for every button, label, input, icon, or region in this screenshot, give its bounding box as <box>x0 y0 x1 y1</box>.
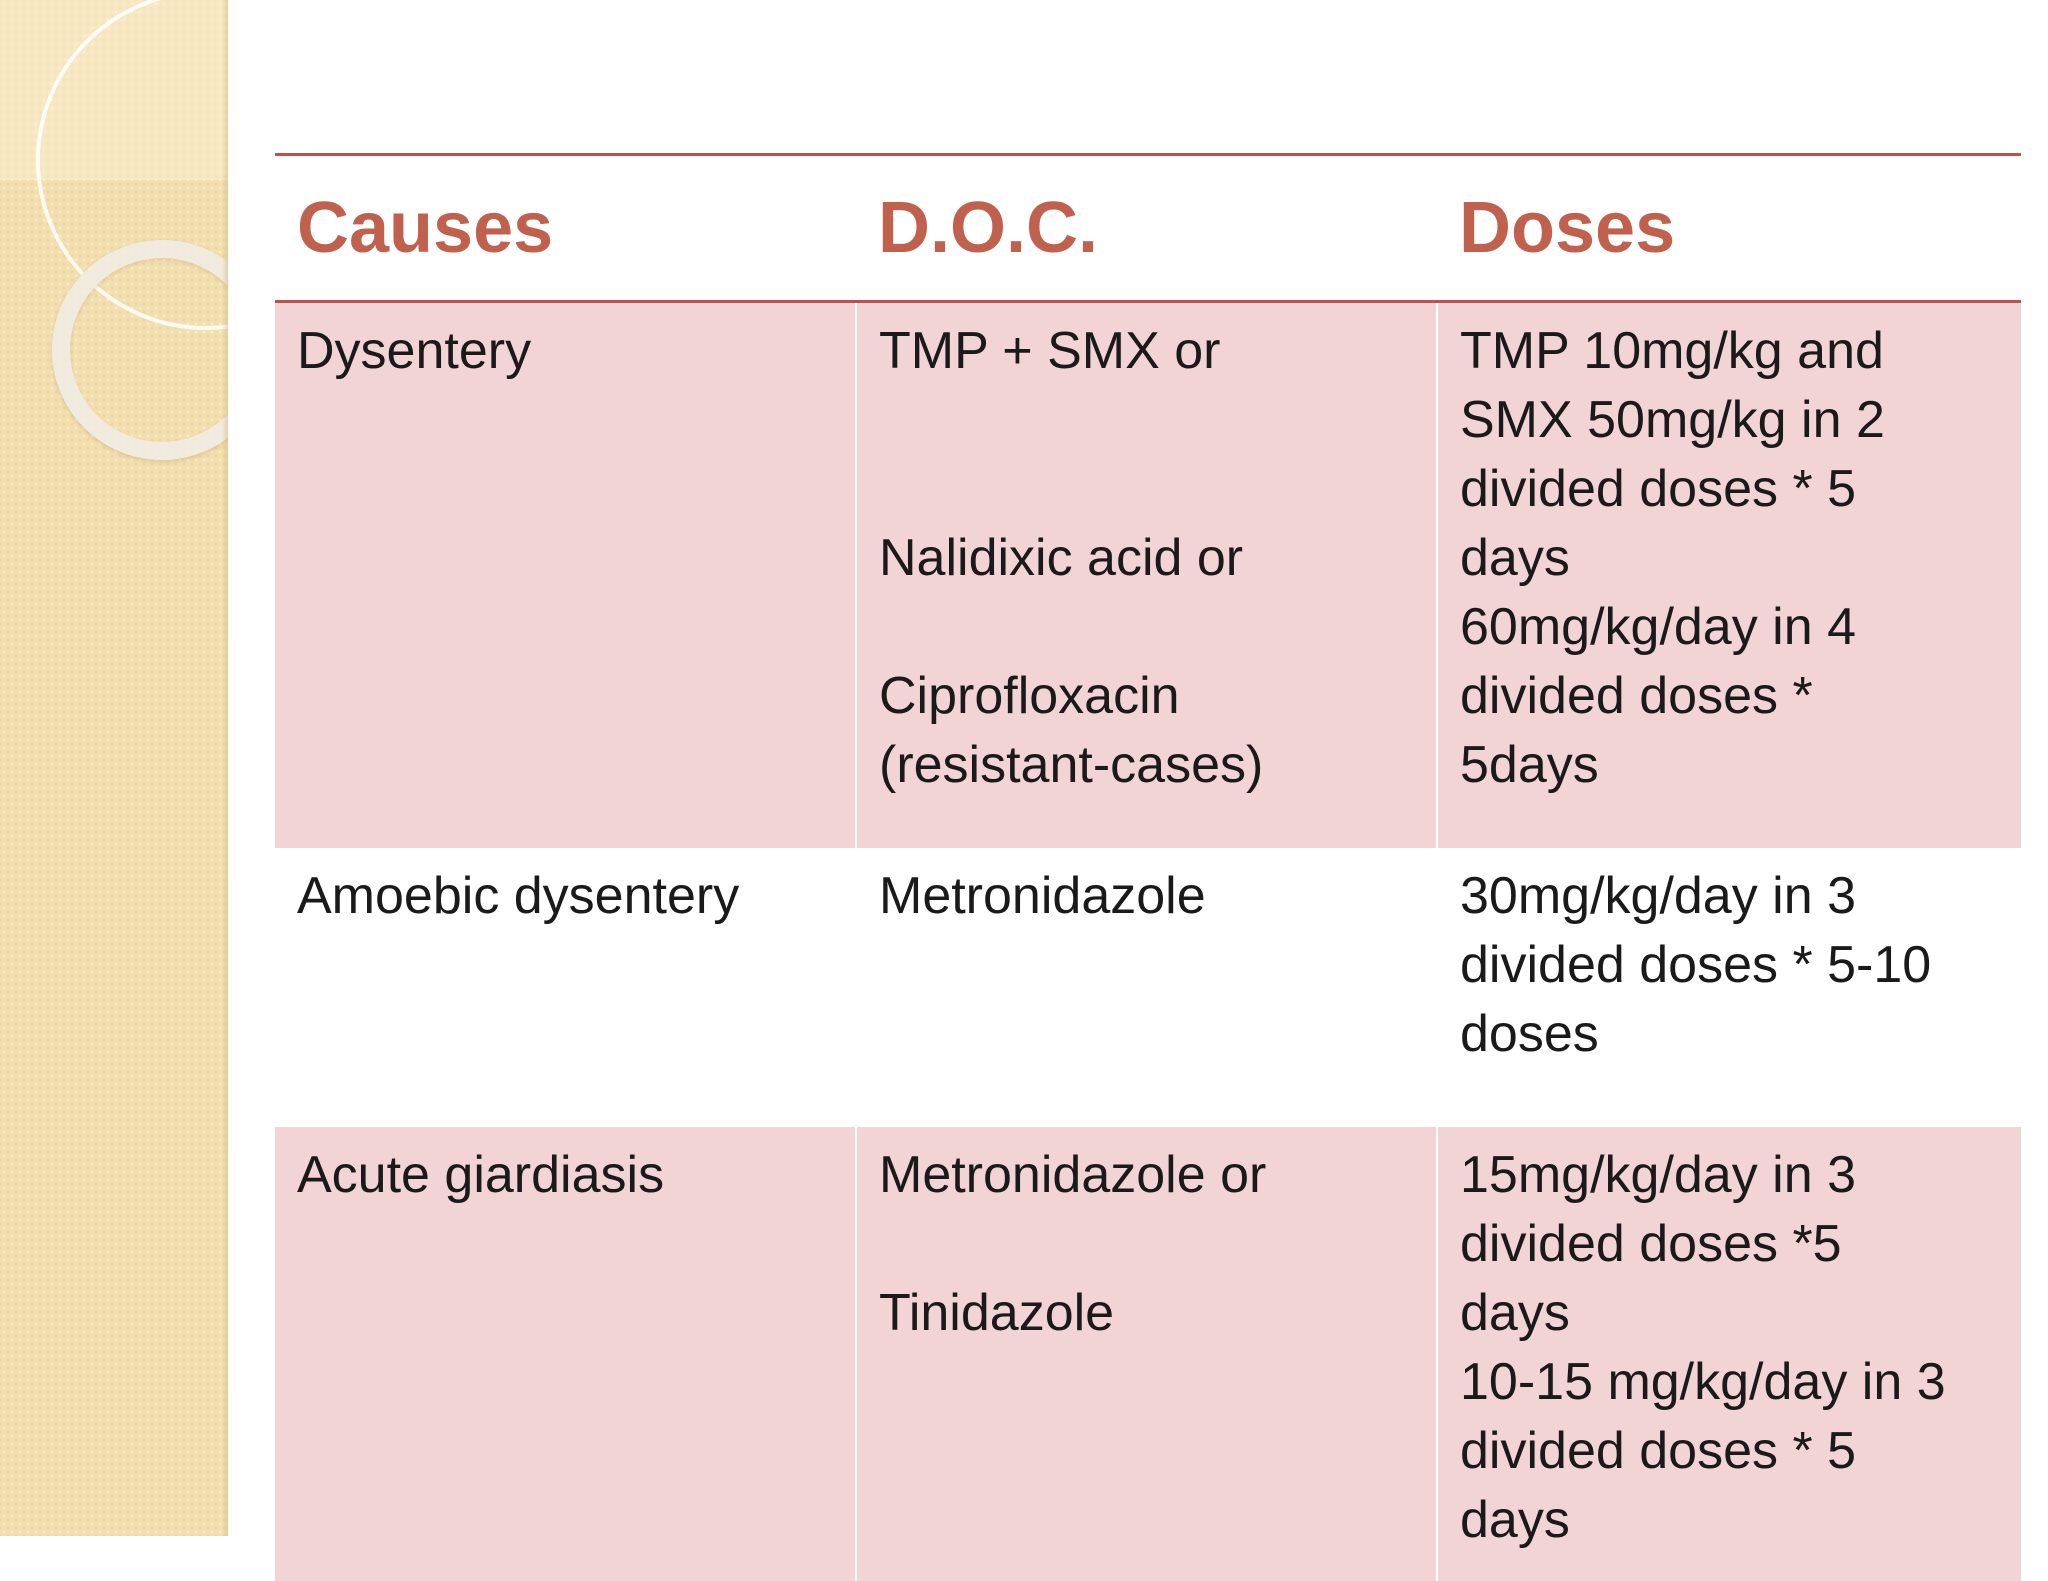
cell-doses: 30mg/kg/day in 3 divided doses * 5-10 doses <box>1437 848 2021 1127</box>
table-header <box>275 155 2021 302</box>
treatment-table-container <box>275 153 2021 1581</box>
cell-doc: TMP + SMX or Nalidixic acid or Ciprofloxacin (resistant-cases) <box>856 302 1437 849</box>
header-causes: Causes <box>275 155 856 302</box>
decorative-side-strip <box>0 0 228 1536</box>
cell-doc: Metronidazole <box>856 848 1437 1127</box>
header-doc: D.O.C. <box>856 155 1437 302</box>
cell-doses: 15mg/kg/day in 3 divided doses *5 days 10-15 mg/kg/day in 3 divided doses * 5 days <box>1437 1127 2021 1581</box>
table-row <box>275 1127 2021 1581</box>
decorative-strip-edge <box>222 0 228 1536</box>
table-body <box>275 302 2021 1581</box>
cell-doc: Metronidazole or Tinidazole <box>856 1127 1437 1581</box>
table-row <box>275 848 2021 1127</box>
cell-cause: Dysentery <box>275 302 856 849</box>
header-doses: Doses <box>1437 155 2021 302</box>
cell-cause: Amoebic dysentery <box>275 848 856 1127</box>
header-row <box>275 155 2021 302</box>
cell-doses: TMP 10mg/kg and SMX 50mg/kg in 2 divided doses * 5 days 60mg/kg/day in 4 divided doses * 5days <box>1437 302 2021 849</box>
treatment-table <box>275 153 2021 1581</box>
cell-cause: Acute giardiasis <box>275 1127 856 1581</box>
table-row <box>275 302 2021 849</box>
